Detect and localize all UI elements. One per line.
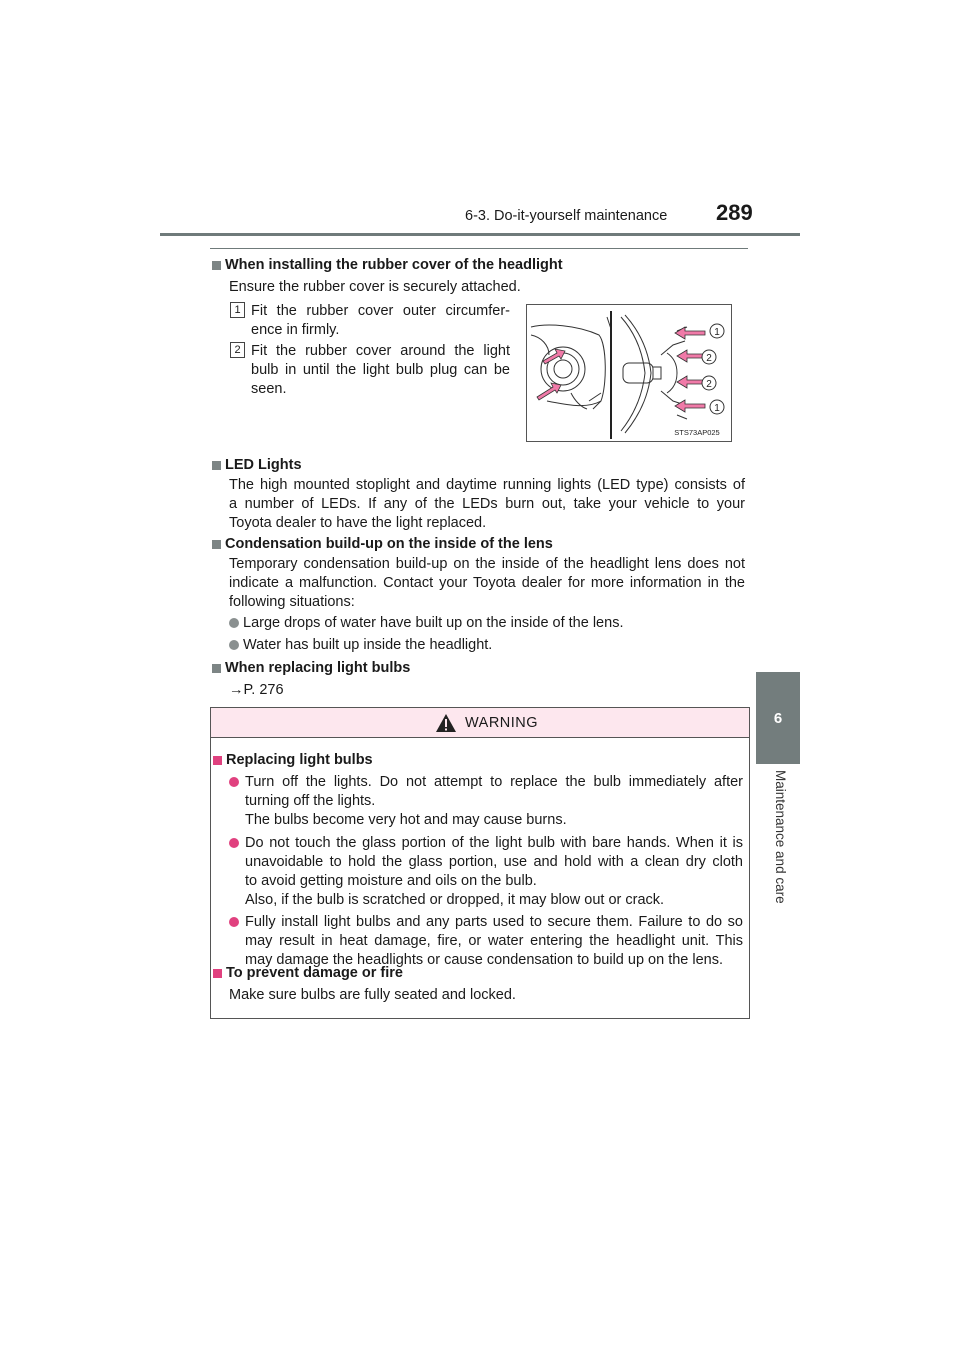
- condensation-text: Temporary condensation build-up on the inside of the headlight lens does not indicate a malfunction. Contact your Toyota dealer for more information in the following situations:: [229, 556, 745, 610]
- headlight-illustration: [527, 305, 731, 441]
- page-reference-link[interactable]: →P. 276: [229, 682, 284, 698]
- warning-replacing-heading: Replacing light bulbs: [213, 752, 373, 768]
- page-number: 289: [716, 200, 753, 225]
- list-item: Do not touch the glass portion of the light bulb with bare hands. When it is unavoidable to hold the glass portion, use and hold with a clean dry cloth to avoid getting moisture and oils on the bulb. Also, if the bulb is scratched or dropped, it may blow out or crack.: [229, 834, 743, 910]
- section-square-icon: [212, 664, 221, 673]
- warning-prevent-heading: To prevent damage or fire: [213, 965, 403, 981]
- step-number-badge: 1: [230, 302, 245, 318]
- rubber-cover-intro: Ensure the rubber cover is securely attached.: [229, 279, 521, 295]
- step-number-badge: 2: [230, 342, 245, 358]
- warning-box: [210, 707, 750, 1019]
- list-item: Turn off the lights. Do not attempt to replace the bulb immediately after turning off the lights. The bulbs become very hot and may cause burns.: [229, 773, 743, 830]
- content-rule: [210, 248, 748, 249]
- bullet-dot-icon: [229, 777, 239, 787]
- figure-callout: 1: [714, 327, 720, 338]
- header-rule: [160, 233, 800, 236]
- rubber-cover-step-2: 2 Fit the rubber cover around the light bulb in until the light bulb plug can be seen.: [230, 342, 510, 399]
- led-text: The high mounted stoplight and daytime running lights (LED type) consists of a number of LEDs. If any of the LEDs burn out, take your vehicle to your Toyota dealer to have the light replaced.: [229, 477, 745, 531]
- section-title: 6-3. Do-it-yourself maintenance: [465, 208, 668, 224]
- warning-title: WARNING: [465, 715, 539, 731]
- warning-prevent-text: Make sure bulbs are fully seated and locked.: [229, 987, 516, 1003]
- list-item: Large drops of water have built up on the inside of the lens.: [229, 614, 623, 633]
- figure-callout: 2: [706, 379, 712, 390]
- list-item: Water has built up inside the headlight.: [229, 636, 492, 655]
- section-square-icon: [212, 540, 221, 549]
- chapter-title: Maintenance and care: [773, 770, 788, 904]
- rubber-cover-heading: When installing the rubber cover of the headlight: [212, 256, 563, 275]
- warning-triangle-icon: [435, 713, 457, 733]
- warning-header: [211, 708, 749, 738]
- replacing-heading: When replacing light bulbs: [212, 659, 410, 678]
- condensation-heading: Condensation build-up on the inside of the lens: [212, 535, 553, 554]
- bullet-dot-icon: [229, 838, 239, 848]
- figure-callout: 2: [706, 353, 712, 364]
- figure-callout: 1: [714, 403, 720, 414]
- bullet-dot-icon: [229, 917, 239, 927]
- section-square-icon: [213, 756, 222, 765]
- led-heading: LED Lights: [212, 456, 302, 475]
- bullet-dot-icon: [229, 618, 239, 628]
- section-square-icon: [212, 261, 221, 270]
- section-square-icon: [213, 969, 222, 978]
- section-square-icon: [212, 461, 221, 470]
- figure-code: STS73AP025: [674, 428, 720, 437]
- headlight-rubber-cover-figure: [526, 304, 732, 442]
- bullet-dot-icon: [229, 640, 239, 650]
- chapter-tab: [756, 672, 800, 764]
- rubber-cover-step-1: 1 Fit the rubber cover outer circumfer- ence in firmly.: [230, 302, 510, 340]
- chapter-number: 6: [773, 709, 783, 727]
- list-item: Fully install light bulbs and any parts used to secure them. Failure to do so may result in heat damage, fire, or water entering the headlight unit. This may damage the headlights or cause condensation to build up on the lens.: [229, 913, 743, 970]
